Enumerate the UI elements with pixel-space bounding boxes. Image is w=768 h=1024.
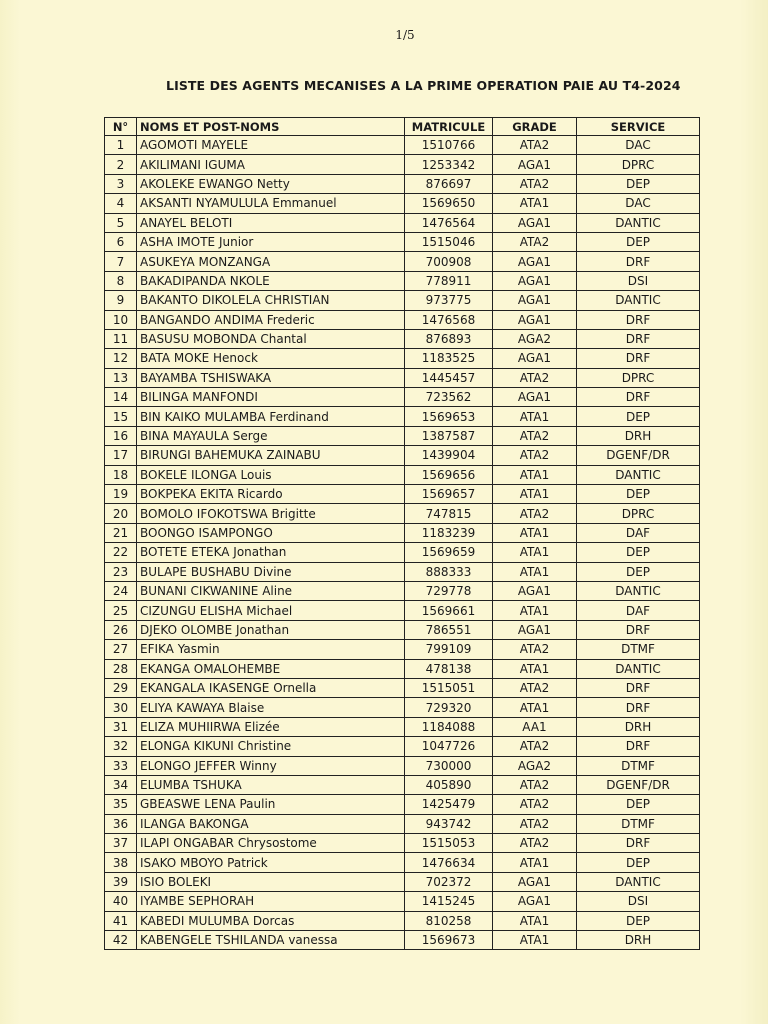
row-number: 28: [105, 659, 137, 678]
row-number: 30: [105, 698, 137, 717]
row-number: 17: [105, 446, 137, 465]
grade: ATA1: [493, 465, 577, 484]
matricule: 943742: [405, 814, 493, 833]
table-row: [105, 717, 700, 736]
table-row: [105, 252, 700, 271]
row-number: 31: [105, 717, 137, 736]
grade: ATA1: [493, 407, 577, 426]
row-number: 14: [105, 388, 137, 407]
agent-name: BILINGA MANFONDI: [137, 388, 405, 407]
matricule: 730000: [405, 756, 493, 775]
row-number: 8: [105, 271, 137, 290]
agent-name: ELONGO JEFFER Winny: [137, 756, 405, 775]
grade: AGA1: [493, 620, 577, 639]
agent-name: BIN KAIKO MULAMBA Ferdinand: [137, 407, 405, 426]
table-row: [105, 737, 700, 756]
column-header-matricule: MATRICULE: [405, 118, 493, 136]
grade: AGA2: [493, 756, 577, 775]
service: DTMF: [577, 814, 700, 833]
matricule: 729778: [405, 581, 493, 600]
service: DRF: [577, 737, 700, 756]
row-number: 26: [105, 620, 137, 639]
grade: AGA1: [493, 155, 577, 174]
row-number: 2: [105, 155, 137, 174]
row-number: 35: [105, 795, 137, 814]
service: DEP: [577, 795, 700, 814]
row-number: 16: [105, 426, 137, 445]
matricule: 799109: [405, 640, 493, 659]
row-number: 25: [105, 601, 137, 620]
grade: AGA1: [493, 892, 577, 911]
grade: AGA1: [493, 252, 577, 271]
table-row: [105, 155, 700, 174]
matricule: 1515046: [405, 232, 493, 251]
grade: ATA1: [493, 562, 577, 581]
table-row: [105, 136, 700, 155]
table-row: [105, 407, 700, 426]
agent-name: BATA MOKE Henock: [137, 349, 405, 368]
table-row: [105, 232, 700, 251]
service: DRF: [577, 349, 700, 368]
row-number: 13: [105, 368, 137, 387]
table-row: [105, 174, 700, 193]
service: DANTIC: [577, 213, 700, 232]
service: DANTIC: [577, 581, 700, 600]
agent-name: ILANGA BAKONGA: [137, 814, 405, 833]
column-header-grade: GRADE: [493, 118, 577, 136]
grade: AGA1: [493, 872, 577, 891]
table-row: [105, 678, 700, 697]
matricule: 786551: [405, 620, 493, 639]
grade: ATA1: [493, 853, 577, 872]
matricule: 478138: [405, 659, 493, 678]
agent-name: BIRUNGI BAHEMUKA ZAINABU: [137, 446, 405, 465]
grade: ATA1: [493, 698, 577, 717]
row-number: 5: [105, 213, 137, 232]
matricule: 876697: [405, 174, 493, 193]
service: DAC: [577, 136, 700, 155]
matricule: 1476564: [405, 213, 493, 232]
row-number: 32: [105, 737, 137, 756]
agent-name: CIZUNGU ELISHA Michael: [137, 601, 405, 620]
service: DRF: [577, 329, 700, 348]
agent-name: BUNANI CIKWANINE Aline: [137, 581, 405, 600]
table-row: [105, 349, 700, 368]
row-number: 1: [105, 136, 137, 155]
agent-name: AKSANTI NYAMULULA Emmanuel: [137, 194, 405, 213]
row-number: 34: [105, 775, 137, 794]
row-number: 22: [105, 543, 137, 562]
table-row: [105, 310, 700, 329]
matricule: 405890: [405, 775, 493, 794]
service: DRF: [577, 834, 700, 853]
agent-name: BAKADIPANDA NKOLE: [137, 271, 405, 290]
matricule: 1445457: [405, 368, 493, 387]
row-number: 29: [105, 678, 137, 697]
service: DRF: [577, 252, 700, 271]
agent-name: KABEDI MULUMBA Dorcas: [137, 911, 405, 930]
agent-name: ASHA IMOTE Junior: [137, 232, 405, 251]
service: DTMF: [577, 756, 700, 775]
service: DTMF: [577, 640, 700, 659]
row-number: 40: [105, 892, 137, 911]
matricule: 1387587: [405, 426, 493, 445]
service: DSI: [577, 892, 700, 911]
matricule: 876893: [405, 329, 493, 348]
service: DANTIC: [577, 291, 700, 310]
service: DEP: [577, 485, 700, 504]
row-number: 33: [105, 756, 137, 775]
agent-name: AKILIMANI IGUMA: [137, 155, 405, 174]
agent-name: AKOLEKE EWANGO Netty: [137, 174, 405, 193]
service: DGENF/DR: [577, 446, 700, 465]
service: DAC: [577, 194, 700, 213]
agent-name: BOKELE ILONGA Louis: [137, 465, 405, 484]
agent-name: BAKANTO DIKOLELA CHRISTIAN: [137, 291, 405, 310]
matricule: 723562: [405, 388, 493, 407]
matricule: 1253342: [405, 155, 493, 174]
grade: AGA1: [493, 349, 577, 368]
agent-name: ILAPI ONGABAR Chrysostome: [137, 834, 405, 853]
row-number: 10: [105, 310, 137, 329]
matricule: 1476634: [405, 853, 493, 872]
grade: ATA1: [493, 523, 577, 542]
service: DPRC: [577, 504, 700, 523]
service: DRH: [577, 717, 700, 736]
agent-name: EKANGALA IKASENGE Ornella: [137, 678, 405, 697]
grade: ATA2: [493, 640, 577, 659]
grade: ATA2: [493, 737, 577, 756]
matricule: 1569656: [405, 465, 493, 484]
table-row: [105, 872, 700, 891]
agent-name: ELUMBA TSHUKA: [137, 775, 405, 794]
agent-name: ISIO BOLEKI: [137, 872, 405, 891]
row-number: 6: [105, 232, 137, 251]
matricule: 1569657: [405, 485, 493, 504]
row-number: 19: [105, 485, 137, 504]
table-row: [105, 329, 700, 348]
agent-name: BULAPE BUSHABU Divine: [137, 562, 405, 581]
table-row: [105, 485, 700, 504]
table-row: [105, 620, 700, 639]
table-row: [105, 213, 700, 232]
grade: ATA2: [493, 834, 577, 853]
matricule: 1415245: [405, 892, 493, 911]
table-row: [105, 581, 700, 600]
agent-name: EKANGA OMALOHEMBE: [137, 659, 405, 678]
grade: ATA1: [493, 485, 577, 504]
grade: ATA2: [493, 368, 577, 387]
grade: AGA1: [493, 271, 577, 290]
service: DEP: [577, 911, 700, 930]
service: DPRC: [577, 368, 700, 387]
table-row: [105, 562, 700, 581]
row-number: 15: [105, 407, 137, 426]
table-row: [105, 853, 700, 872]
agent-name: BOMOLO IFOKOTSWA Brigitte: [137, 504, 405, 523]
grade: ATA2: [493, 232, 577, 251]
grade: ATA2: [493, 426, 577, 445]
agent-name: BOTETE ETEKA Jonathan: [137, 543, 405, 562]
matricule: 700908: [405, 252, 493, 271]
matricule: 778911: [405, 271, 493, 290]
service: DEP: [577, 407, 700, 426]
service: DRF: [577, 388, 700, 407]
row-number: 21: [105, 523, 137, 542]
service: DRF: [577, 678, 700, 697]
table-row: [105, 892, 700, 911]
agent-name: BAYAMBA TSHISWAKA: [137, 368, 405, 387]
matricule: 1439904: [405, 446, 493, 465]
table-row: [105, 659, 700, 678]
matricule: 702372: [405, 872, 493, 891]
row-number: 4: [105, 194, 137, 213]
agent-name: EFIKA Yasmin: [137, 640, 405, 659]
column-header-name: NOMS ET POST-NOMS: [137, 118, 405, 136]
agent-name: BANGANDO ANDIMA Frederic: [137, 310, 405, 329]
agent-name: ELONGA KIKUNI Christine: [137, 737, 405, 756]
agent-name: BOKPEKA EKITA Ricardo: [137, 485, 405, 504]
row-number: 3: [105, 174, 137, 193]
agent-name: GBEASWE LENA Paulin: [137, 795, 405, 814]
service: DGENF/DR: [577, 775, 700, 794]
page-number: 1/5: [395, 28, 415, 42]
row-number: 36: [105, 814, 137, 833]
row-number: 7: [105, 252, 137, 271]
matricule: 1569650: [405, 194, 493, 213]
table-row: [105, 388, 700, 407]
row-number: 42: [105, 931, 137, 950]
service: DSI: [577, 271, 700, 290]
matricule: 973775: [405, 291, 493, 310]
matricule: 1569659: [405, 543, 493, 562]
row-number: 38: [105, 853, 137, 872]
matricule: 1515051: [405, 678, 493, 697]
table-row: [105, 601, 700, 620]
grade: ATA2: [493, 814, 577, 833]
grade: ATA1: [493, 543, 577, 562]
table-row: [105, 523, 700, 542]
matricule: 888333: [405, 562, 493, 581]
row-number: 24: [105, 581, 137, 600]
table-row: [105, 465, 700, 484]
service: DPRC: [577, 155, 700, 174]
service: DRH: [577, 426, 700, 445]
grade: ATA2: [493, 795, 577, 814]
table-body: [105, 136, 700, 950]
table-row: [105, 504, 700, 523]
matricule: 1569661: [405, 601, 493, 620]
grade: ATA1: [493, 194, 577, 213]
table-row: [105, 698, 700, 717]
table-row: [105, 271, 700, 290]
agent-name: IYAMBE SEPHORAH: [137, 892, 405, 911]
agent-name: ELIYA KAWAYA Blaise: [137, 698, 405, 717]
table-row: [105, 931, 700, 950]
service: DAF: [577, 523, 700, 542]
service: DEP: [577, 232, 700, 251]
row-number: 20: [105, 504, 137, 523]
service: DRF: [577, 310, 700, 329]
document-title: LISTE DES AGENTS MECANISES A LA PRIME OPERATION PAIE AU T4-2024: [166, 78, 681, 93]
agent-name: ANAYEL BELOTI: [137, 213, 405, 232]
table-row: [105, 426, 700, 445]
grade: ATA2: [493, 174, 577, 193]
matricule: 1425479: [405, 795, 493, 814]
table-row: [105, 795, 700, 814]
row-number: 37: [105, 834, 137, 853]
matricule: 1183239: [405, 523, 493, 542]
row-number: 41: [105, 911, 137, 930]
service: DEP: [577, 562, 700, 581]
grade: AGA1: [493, 291, 577, 310]
grade: AGA2: [493, 329, 577, 348]
grade: ATA1: [493, 659, 577, 678]
grade: ATA2: [493, 678, 577, 697]
grade: ATA1: [493, 911, 577, 930]
row-number: 18: [105, 465, 137, 484]
table-row: [105, 814, 700, 833]
matricule: 1183525: [405, 349, 493, 368]
matricule: 810258: [405, 911, 493, 930]
service: DRF: [577, 620, 700, 639]
grade: AGA1: [493, 581, 577, 600]
agent-name: AGOMOTI MAYELE: [137, 136, 405, 155]
service: DEP: [577, 543, 700, 562]
agent-name: BASUSU MOBONDA Chantal: [137, 329, 405, 348]
agent-name: KABENGELE TSHILANDA vanessa: [137, 931, 405, 950]
grade: ATA1: [493, 931, 577, 950]
agent-name: DJEKO OLOMBE Jonathan: [137, 620, 405, 639]
agent-name: ISAKO MBOYO Patrick: [137, 853, 405, 872]
table-row: [105, 640, 700, 659]
matricule: 1515053: [405, 834, 493, 853]
table-row: [105, 543, 700, 562]
table-row: [105, 834, 700, 853]
column-header-service: SERVICE: [577, 118, 700, 136]
column-header-number: N°: [105, 118, 137, 136]
matricule: 1569653: [405, 407, 493, 426]
agent-name: ASUKEYA MONZANGA: [137, 252, 405, 271]
row-number: 27: [105, 640, 137, 659]
row-number: 12: [105, 349, 137, 368]
service: DAF: [577, 601, 700, 620]
row-number: 39: [105, 872, 137, 891]
service: DRH: [577, 931, 700, 950]
table-row: [105, 446, 700, 465]
grade: AGA1: [493, 388, 577, 407]
matricule: 1184088: [405, 717, 493, 736]
grade: AGA1: [493, 310, 577, 329]
table-row: [105, 194, 700, 213]
matricule: 747815: [405, 504, 493, 523]
table-row: [105, 291, 700, 310]
table-row: [105, 368, 700, 387]
table-row: [105, 756, 700, 775]
matricule: 1476568: [405, 310, 493, 329]
service: DANTIC: [577, 465, 700, 484]
row-number: 23: [105, 562, 137, 581]
grade: ATA2: [493, 446, 577, 465]
service: DEP: [577, 174, 700, 193]
grade: ATA2: [493, 775, 577, 794]
table-row: [105, 911, 700, 930]
grade: ATA2: [493, 136, 577, 155]
service: DANTIC: [577, 659, 700, 678]
agent-name: ELIZA MUHIIRWA Elizée: [137, 717, 405, 736]
row-number: 9: [105, 291, 137, 310]
matricule: 729320: [405, 698, 493, 717]
grade: ATA2: [493, 504, 577, 523]
grade: ATA1: [493, 601, 577, 620]
matricule: 1510766: [405, 136, 493, 155]
grade: AGA1: [493, 213, 577, 232]
service: DEP: [577, 853, 700, 872]
row-number: 11: [105, 329, 137, 348]
agent-name: BOONGO ISAMPONGO: [137, 523, 405, 542]
agent-name: BINA MAYAULA Serge: [137, 426, 405, 445]
matricule: 1047726: [405, 737, 493, 756]
table-row: [105, 775, 700, 794]
grade: AA1: [493, 717, 577, 736]
matricule: 1569673: [405, 931, 493, 950]
agents-table: [104, 117, 700, 950]
table-header-row: [105, 118, 700, 136]
service: DRF: [577, 698, 700, 717]
service: DANTIC: [577, 872, 700, 891]
